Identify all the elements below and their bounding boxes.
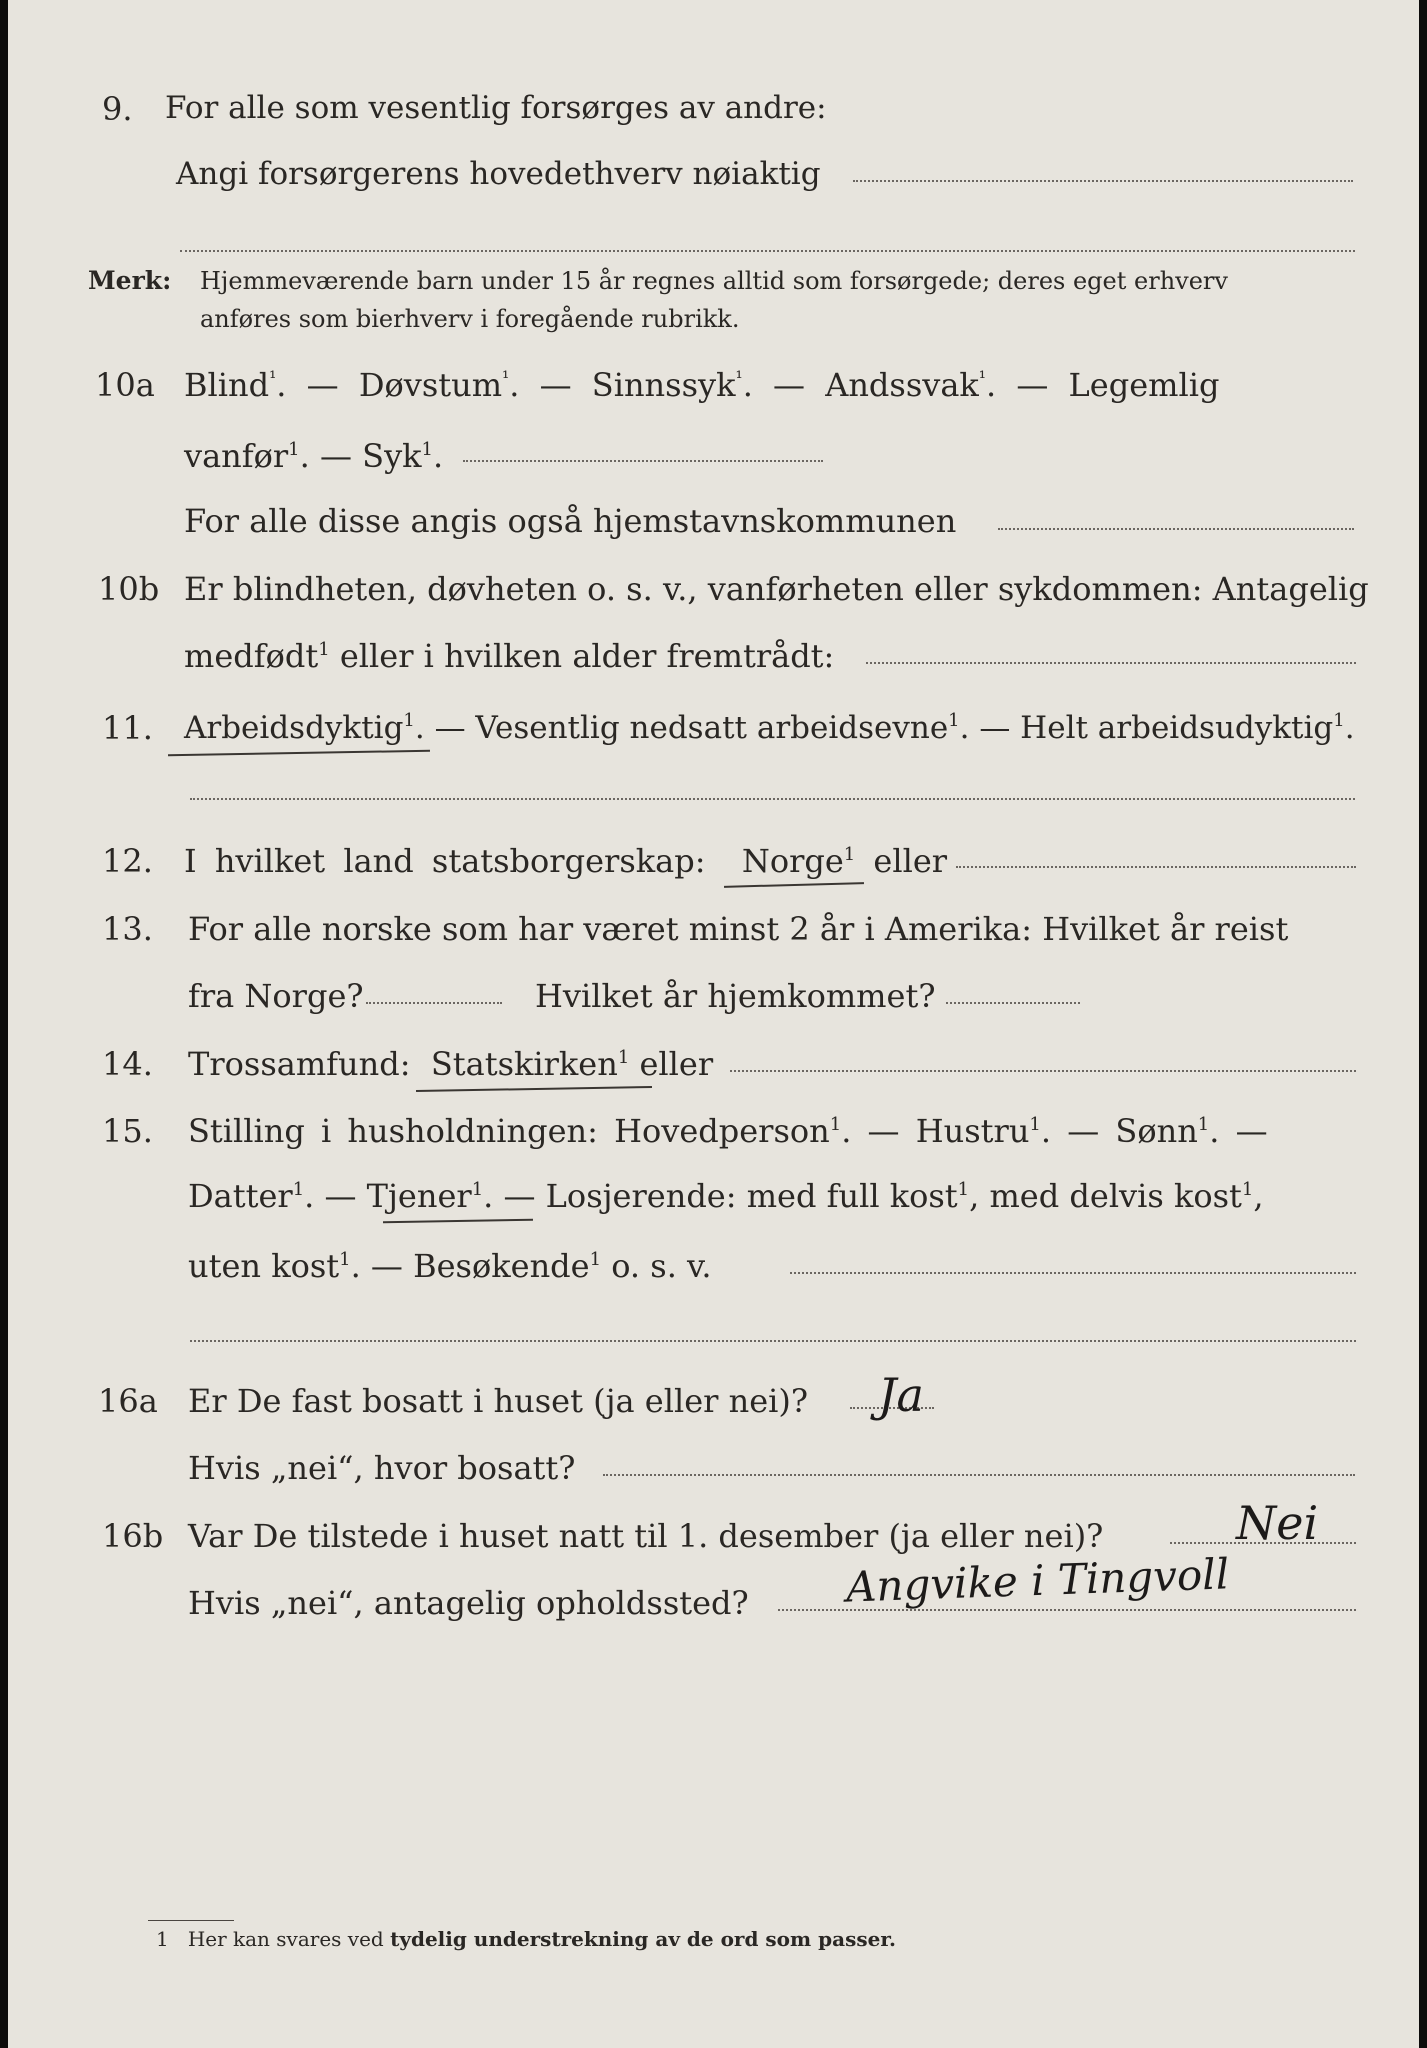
footnote-rule xyxy=(148,1920,234,1921)
q10a-hjemstavn-line[interactable] xyxy=(998,528,1354,530)
item-number-9: 9. xyxy=(102,90,133,128)
q10b-line2: medfødt$^1$ eller i hvilken alder fremtrådt: xyxy=(184,637,835,675)
q10a-line2: vanfør$^1$. — Syk$^1$. xyxy=(184,437,444,475)
q12-handwritten-underline xyxy=(724,882,864,888)
q16b-line2: Hvis „nei“, antagelig opholdssted? xyxy=(188,1584,749,1622)
census-form-page xyxy=(8,0,1419,2048)
q9-answer-line[interactable] xyxy=(853,180,1353,182)
q11-handwritten-underline xyxy=(168,750,430,757)
q16a-line2: Hvis „nei“, hvor bosatt? xyxy=(188,1449,576,1487)
merk-label: Merk: xyxy=(88,266,172,295)
item-number-11: 11. xyxy=(102,709,153,747)
q9-line2: Angi forsørgerens hovedethverv nøiaktig xyxy=(176,156,821,192)
q14-answer-line[interactable] xyxy=(730,1070,1356,1072)
q16b-line1: Var De tilstede i huset natt til 1. desember (ja eller nei)? xyxy=(188,1517,1104,1555)
q14-line: Trossamfund: Statskirken$^1$ eller xyxy=(188,1045,714,1083)
item-number-15: 15. xyxy=(102,1112,153,1150)
item-number-10a: 10a xyxy=(95,366,155,404)
q13-line2b: Hvilket år hjemkommet? xyxy=(535,977,936,1015)
item-number-13: 13. xyxy=(102,910,153,948)
q13-line1: For alle norske som har været minst 2 år i Amerika: Hvilket år reist xyxy=(188,910,1289,948)
q16a-bosatt-line[interactable] xyxy=(603,1474,1355,1476)
q11-answer-line[interactable] xyxy=(190,798,1355,800)
q10a-answer-line[interactable] xyxy=(463,460,823,462)
q12-line: I hvilket land statsborgerskap: Norge$^1$ eller xyxy=(184,842,948,880)
q13-line2a: fra Norge? xyxy=(188,977,364,1015)
merk-line1: Hjemmeværende barn under 15 år regnes alltid som forsørgede; deres eget erhverv xyxy=(200,267,1228,295)
q16b-handwritten-answer-2: Angvike i Tingvoll xyxy=(845,1549,1230,1612)
q10a-line1: Blind$^{^1}$. — Døvstum$^{^1}$. — Sinnssyk$^{^1}$. — Andssvak$^{^1}$. — Legemlig xyxy=(184,366,1220,404)
q14-handwritten-underline xyxy=(416,1086,652,1092)
q12-answer-line[interactable] xyxy=(956,866,1356,868)
q13-hjemkommet-line[interactable] xyxy=(946,1002,1080,1004)
q10a-line3: For alle disse angis også hjemstavnskommunen xyxy=(184,502,957,540)
q15-line1: Stilling i husholdningen: Hovedperson$^1$. — Hustru$^1$. — Sønn$^1$. — xyxy=(188,1112,1268,1150)
q9-extra-answer-line[interactable] xyxy=(180,250,1355,252)
q15-line3: uten kost$^1$. — Besøkende$^1$ o. s. v. xyxy=(188,1247,712,1285)
q16a-handwritten-answer: Ja xyxy=(878,1368,924,1422)
q9-line1: For alle som vesentlig forsørges av andre: xyxy=(165,90,827,126)
item-number-10b: 10b xyxy=(98,570,160,608)
q10b-line1: Er blindheten, døvheten o. s. v., vanførheten eller sykdommen: Antagelig xyxy=(184,570,1369,608)
q15-line2: Datter$^1$. — Tjener$^1$. — Losjerende: med full kost$^1$, med delvis kost$^1$, xyxy=(188,1177,1264,1215)
q16a-line1: Er De fast bosatt i huset (ja eller nei)? xyxy=(188,1382,809,1420)
item-number-16a: 16a xyxy=(98,1382,158,1420)
merk-line2: anføres som bierhverv i foregående rubrikk. xyxy=(200,305,740,333)
footnote-text: 1 Her kan svares ved tydelig understrekning av de ord som passer. xyxy=(156,1927,896,1951)
item-number-16b: 16b xyxy=(102,1517,164,1555)
q10b-answer-line[interactable] xyxy=(866,662,1356,664)
q13-reist-line[interactable] xyxy=(366,1002,502,1004)
q16b-handwritten-answer-1: Nei xyxy=(1236,1496,1319,1550)
item-number-14: 14. xyxy=(102,1045,153,1083)
q15-answer-line[interactable] xyxy=(790,1272,1356,1274)
q15-extra-answer-line[interactable] xyxy=(190,1340,1356,1342)
q15-handwritten-underline xyxy=(383,1219,533,1224)
q11-line: Arbeidsdyktig$^1$. — Vesentlig nedsatt arbeidsevne$^1$. — Helt arbeidsudyktig$^1$. xyxy=(184,710,1355,746)
item-number-12: 12. xyxy=(102,842,153,880)
